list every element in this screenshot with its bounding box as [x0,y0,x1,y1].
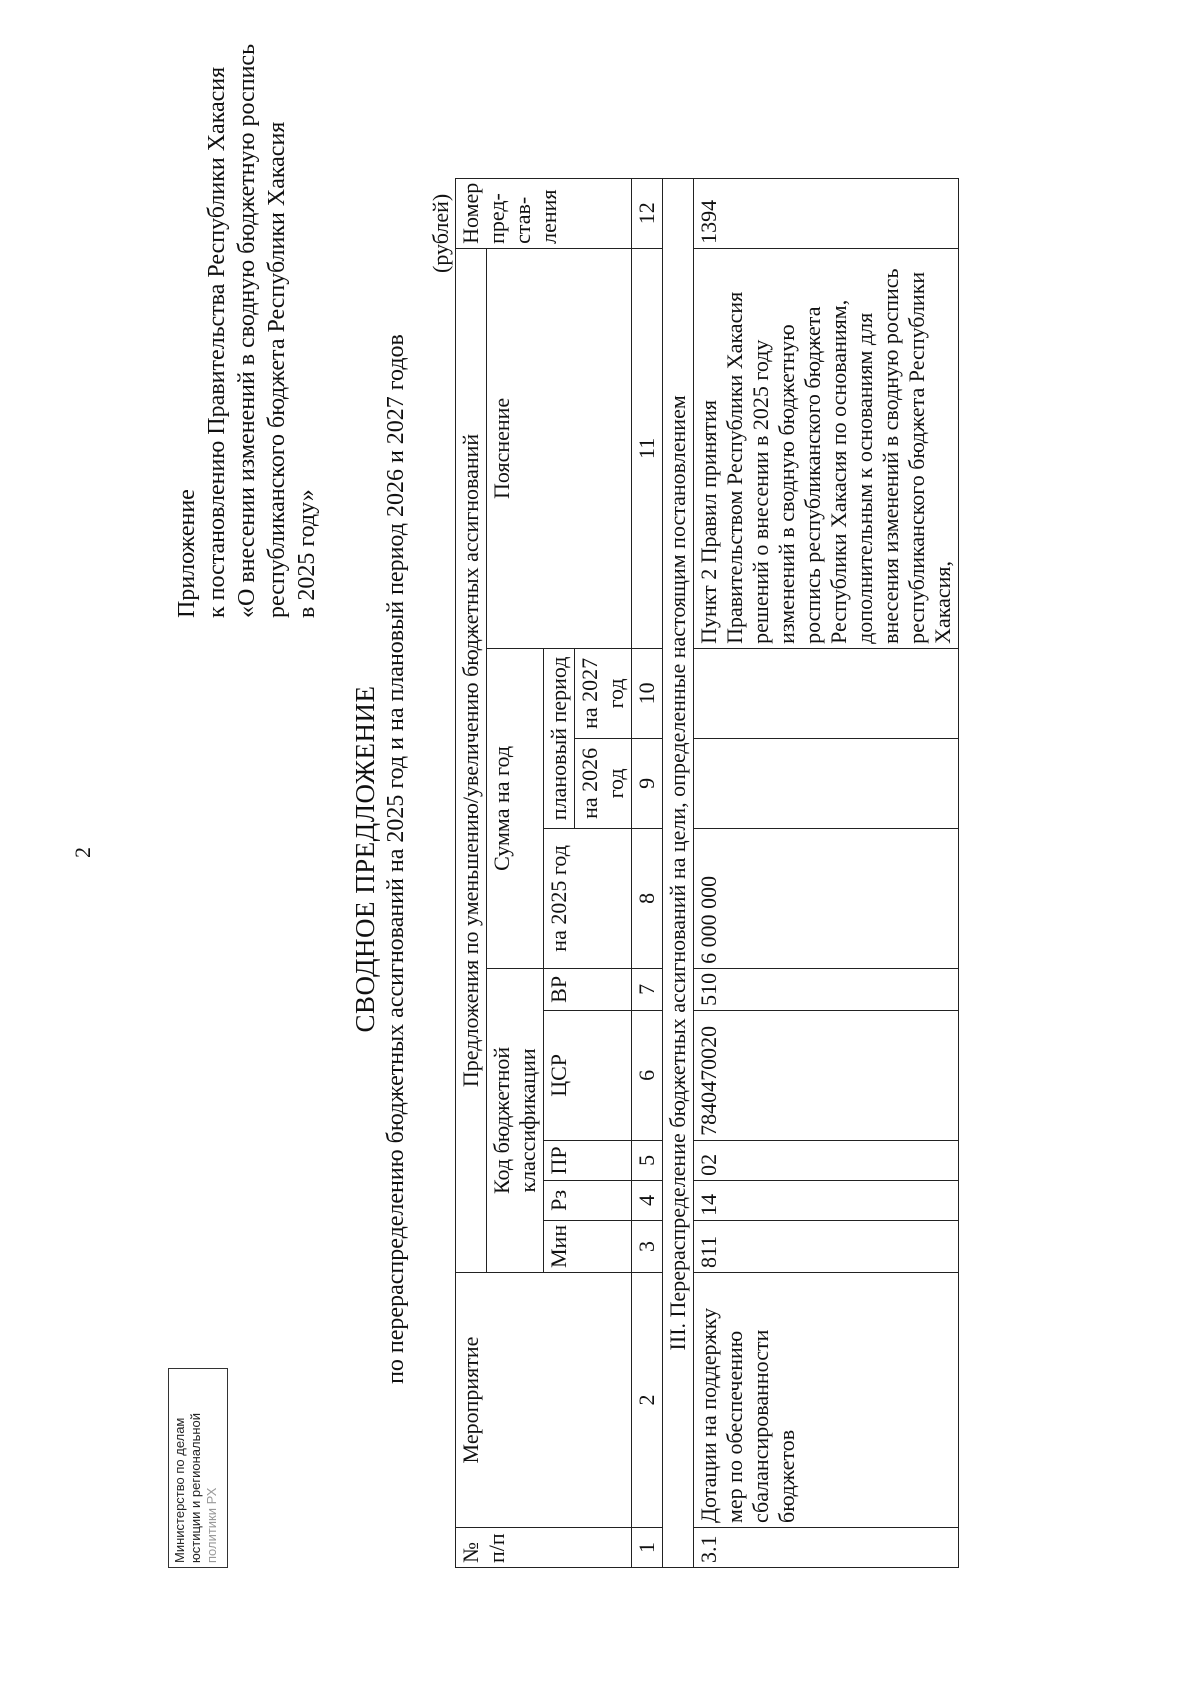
col-number: 5 [632,1140,663,1180]
col-number: 11 [632,248,663,648]
table-row [694,178,959,1567]
row-rep: 1394 [694,178,959,248]
stamp-line: Министерство по делам [172,1417,187,1563]
appendix-line: «О внесении изменений в сводную бюджетную роспись [234,43,260,618]
col-number: 7 [632,968,663,1010]
header-proposals: Предложения по уменьшению/увеличению бюджетных ассигнований [456,248,487,1272]
row-2026 [694,738,959,828]
stamp-line: политики РХ [204,1487,219,1563]
appendix-line: в 2025 году» [294,489,320,618]
header-rz: Рз [544,1180,632,1220]
header-event: Мероприятие [456,1273,632,1528]
col-number: 12 [632,178,663,248]
header-pr: ПР [544,1140,632,1180]
unit-label: (рублей) [428,193,453,273]
budget-table [455,178,959,1568]
document-title: СВОДНОЕ ПРЕДЛОЖЕНИЕ [350,685,380,1033]
header-planned: плановый период [544,648,575,828]
col-number: 8 [632,828,663,968]
appendix-line: Приложение [174,489,200,618]
row-note: Пункт 2 Правил принятия Правительством Республики Хакасия решений о внесении в 2025 году изменений в сводную бюджетную роспись республиканского бюджета Республики Хакасия по основаниям, дополнительным к основаниям для внесения изменений в сводную роспись республиканского бюджета Республики Хакасия, [694,248,959,648]
page-number: 2 [70,847,95,858]
row-event: Дотации на поддержку мер по обеспечению сбалансированности бюджетов [694,1273,959,1528]
col-number: 2 [632,1273,663,1528]
row-vr: 510 [694,968,959,1010]
col-number: 4 [632,1180,663,1220]
header-rep: Номер пред-став-ления [456,178,632,248]
header-note: Пояснение [487,248,632,648]
row-2027 [694,648,959,738]
header-2026: на 2026 год [575,738,632,828]
header-sum: Сумма на год [487,648,544,968]
section-row [663,178,694,1567]
appendix-line: к постановлению Правительства Республики Хакасия [204,66,230,618]
col-number: 9 [632,738,663,828]
row-min: 811 [694,1220,959,1272]
header-min: Мин [544,1220,632,1272]
col-number: 1 [632,1528,663,1568]
col-number: 10 [632,648,663,738]
header-csr: ЦСР [544,1010,632,1140]
registration-stamp [168,1368,228,1568]
row-pr: 02 [694,1140,959,1180]
row-csr: 7840470020 [694,1010,959,1140]
row-2025: 6 000 000 [694,828,959,968]
header-code: Код бюджетной классификации [487,968,544,1272]
stamp-line: юстиции и региональной [188,1412,203,1563]
header-vr: ВР [544,968,632,1010]
column-numbers-row [632,178,663,1567]
appendix-header [172,44,322,618]
header-2025: на 2025 год [544,828,632,968]
header-2027: на 2027 год [575,648,632,738]
appendix-line: республиканского бюджета Республики Хакасия [264,121,290,618]
col-number: 6 [632,1010,663,1140]
header-num: № п/п [456,1528,632,1568]
col-number: 3 [632,1220,663,1272]
section-title: III. Перераспределение бюджетных ассигнований на цели, определенные настоящим постановлением [663,178,694,1567]
row-num: 3.1 [694,1528,959,1568]
row-rz: 14 [694,1180,959,1220]
document-subtitle: по перераспределению бюджетных ассигнований на 2025 год и на плановый период 2026 и 2027 годов [383,334,409,1384]
